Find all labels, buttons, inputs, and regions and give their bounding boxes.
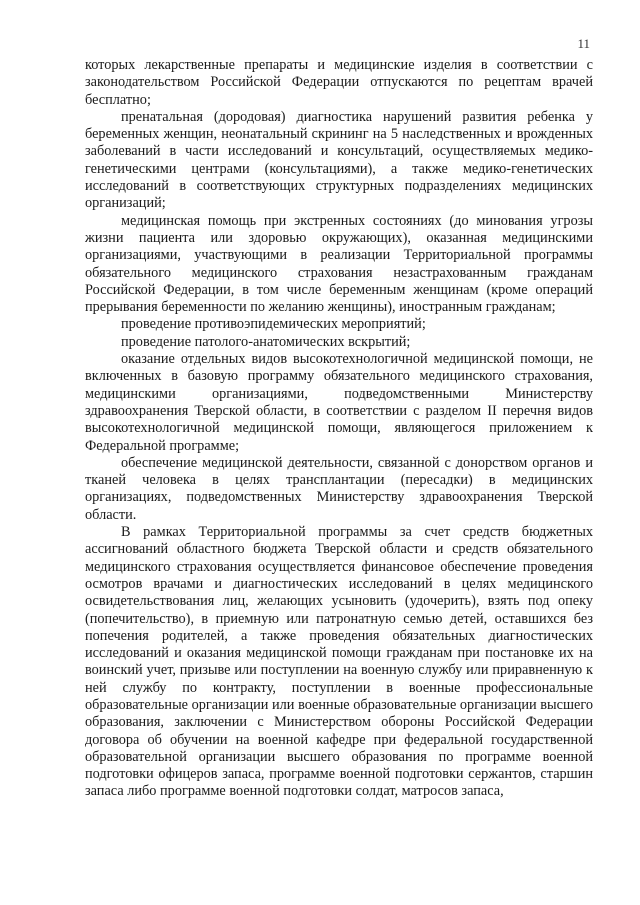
paragraph: проведение противоэпидемических мероприятий; (121, 316, 426, 333)
paragraph: проведение патолого-анатомических вскрытий; (121, 333, 411, 350)
paragraph: пренатальная (дородовая) диагностика нарушений развития ребенка у беременных женщин, неонатальный скрининг на 5 наследственных и врожденных заболеваний в части исследований и консультаций, осуществляемых медико-генетическими центрами (консультациями), а также медико-генетических исследований в соответствующих структурных подразделениях медицинских организаций; (85, 108, 593, 212)
document-body (85, 57, 593, 801)
page-number: 11 (577, 36, 590, 51)
paragraph: медицинская помощь при экстренных состояниях (до минования угрозы жизни пациента или здоровью окружающих), оказанная медицинскими организациями, участвующими в реализации Территориальной программы обязательного медицинского страхования незастрахованным гражданам Российской Федерации, в том числе беременным женщинам (кроме операций прерывания беременности по желанию женщины), иностранным гражданам; (85, 212, 593, 316)
paragraph: оказание отдельных видов высокотехнологичной медицинской помощи, не включенных в базовую программу обязательного медицинского страхования, медицинскими организациями, подведомственными Министерству здравоохранения Тверской области, в соответствии с разделом II перечня видов высокотехнологичной медицинской помощи, являющегося приложением к Федеральной программе; (85, 351, 593, 454)
paragraph: обеспечение медицинской деятельности, связанной с донорством органов и тканей человека в целях трансплантации (пересадки) в медицинских организациях, подведомственных Министерству здравоохранения Тверской области. (85, 454, 593, 523)
paragraph: которых лекарственные препараты и медицинские изделия в соответствии с законодательством Российской Федерации отпускаются по рецептам врачей бесплатно; (85, 57, 593, 108)
paragraph: В рамках Территориальной программы за счет средств бюджетных ассигнований областного бюджета Тверской области и средств обязательного медицинского страхования осуществляется финансовое обеспечение проведения осмотров врачами и диагностических исследований в целях медицинского освидетельствования лиц, желающих усыновить (удочерить), взять под опеку (попечительство), в приемную или патронатную семью детей, оставшихся без попечения родителей, а также проведения обязательных диагностических исследований и оказания медицинской помощи гражданам при постановке их на воинский учет, призыве или поступлении на военную службу или приравненную к ней службу по контракту, поступлении в военные профессиональные образовательные организации или военные образовательные организации высшего образования, заключении с Министерством обороны Российской Федерации договора об обучении на военной кафедре при федеральной государственной образовательной организации высшего образования по программе военной подготовки офицеров запаса, программе военной подготовки сержантов, старшин запаса либо программе военной подготовки солдат, матросов запаса, (85, 524, 593, 800)
